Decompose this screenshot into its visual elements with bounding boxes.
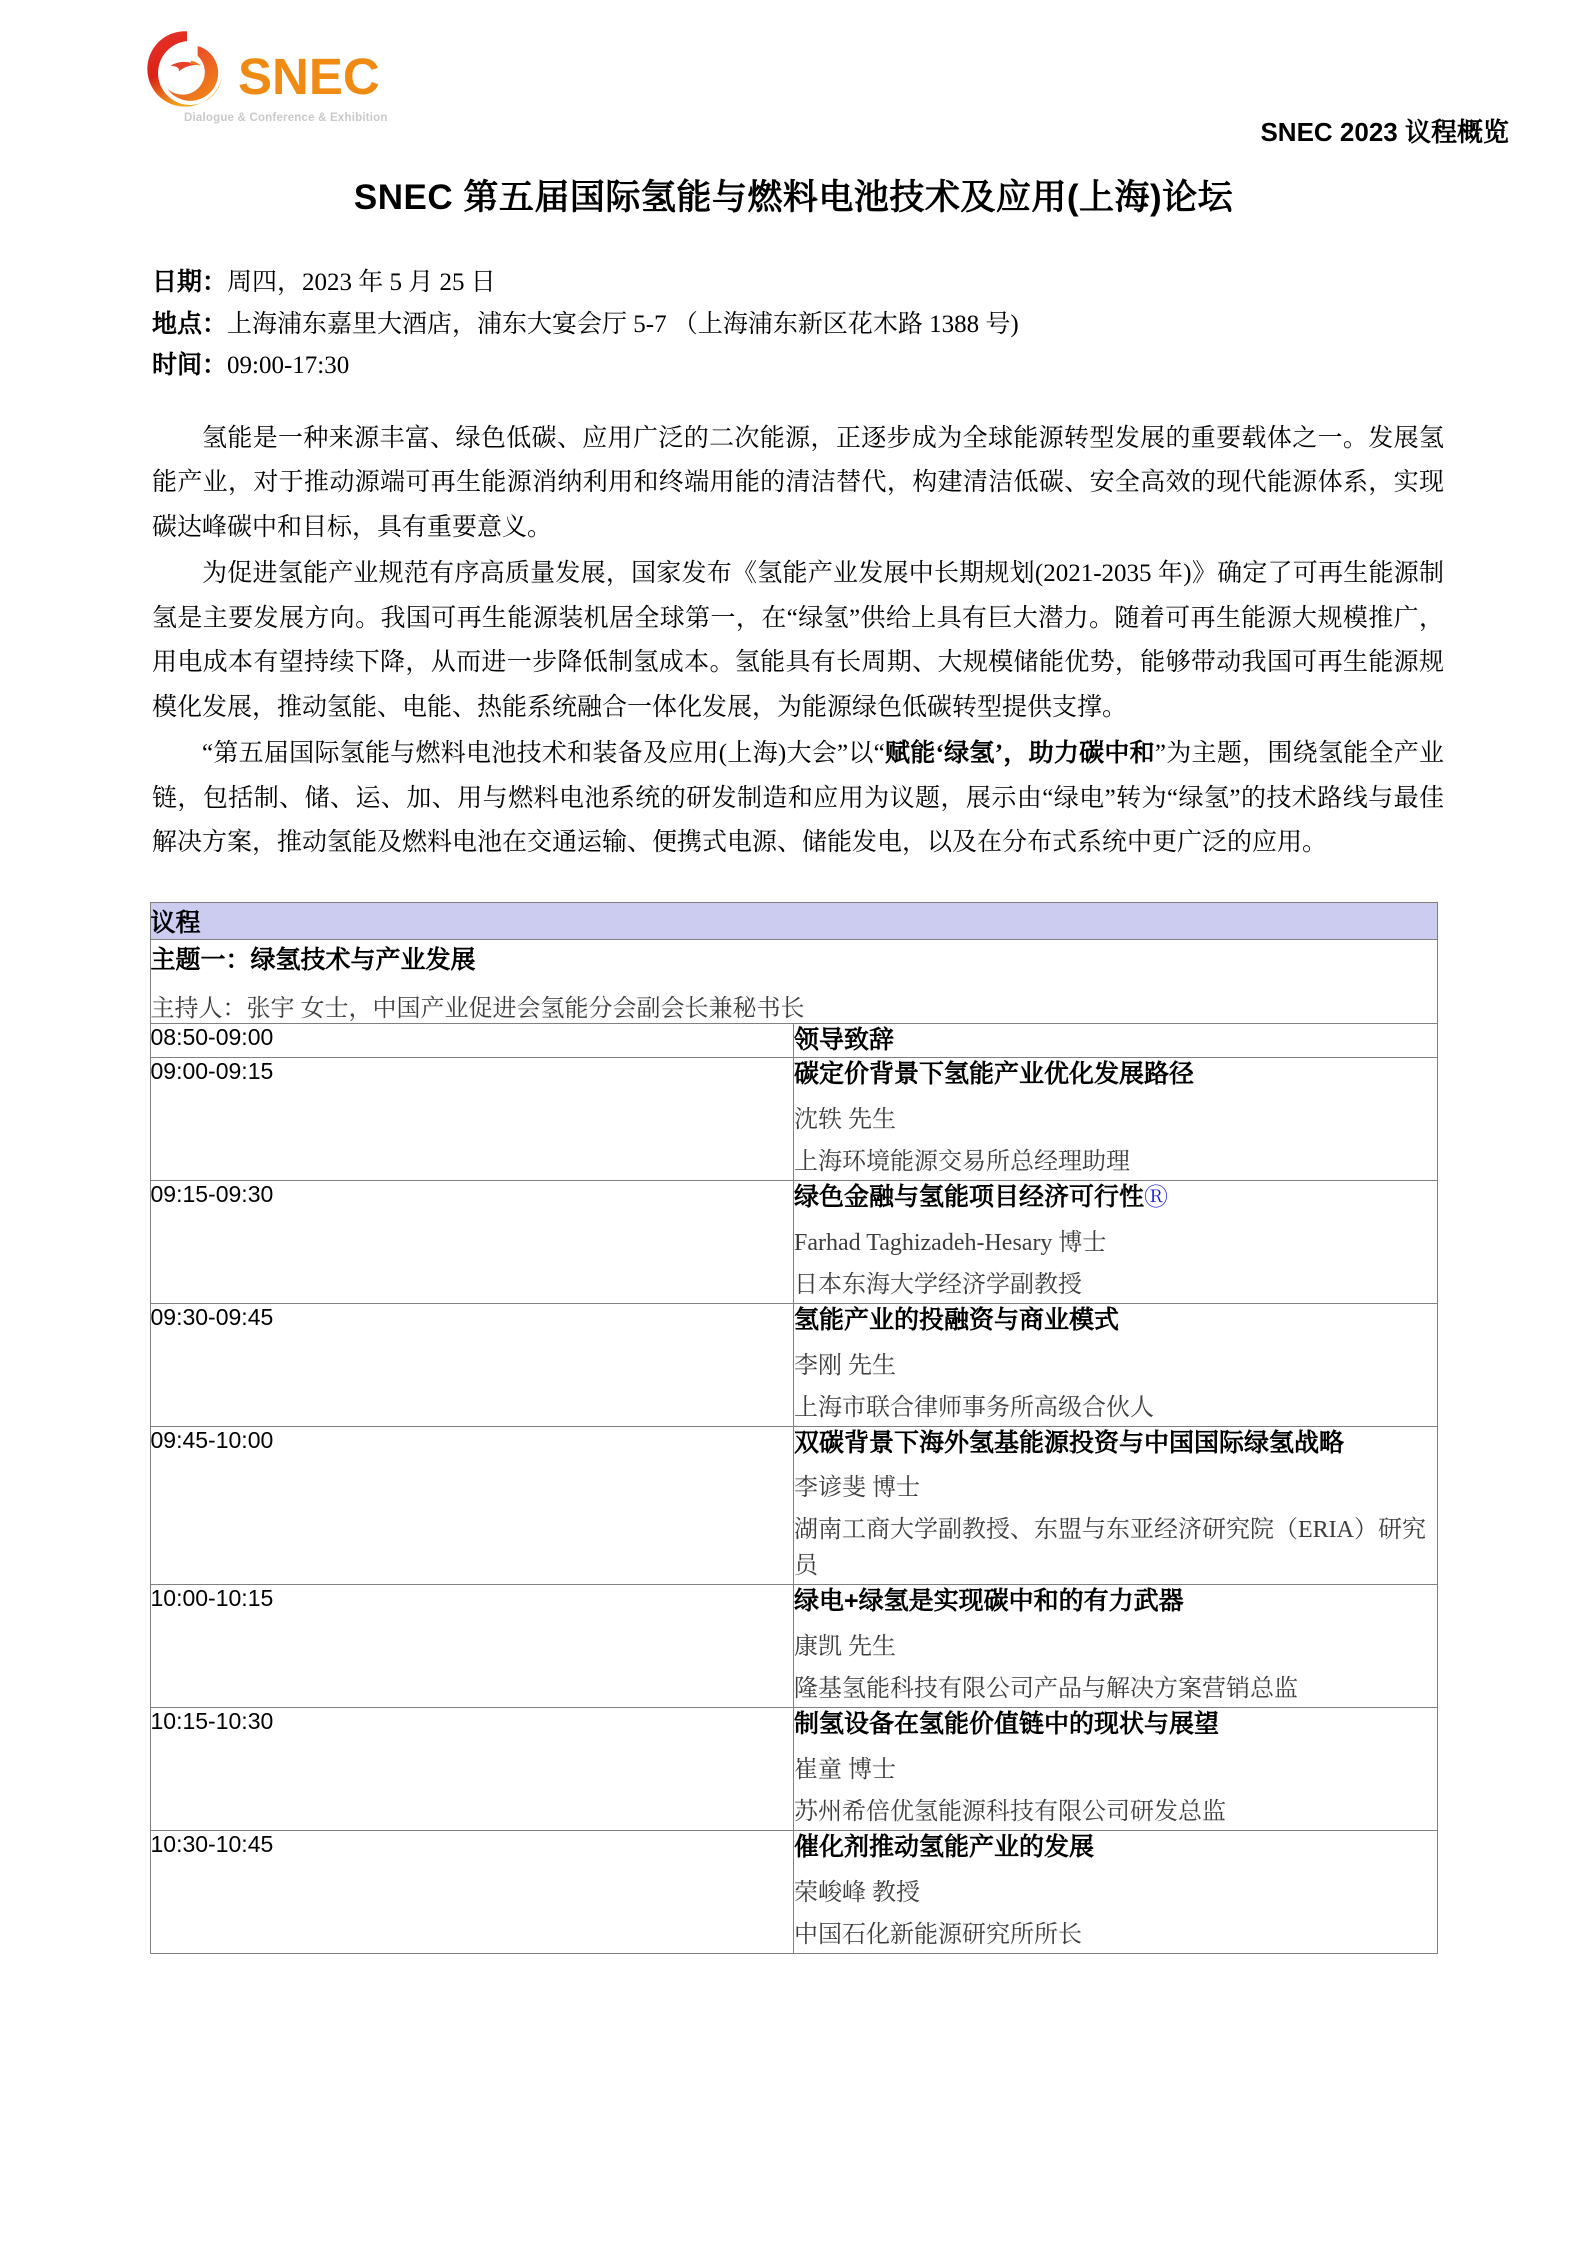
intro-paragraph-1: 氢能是一种来源丰富、绿色低碳、应用广泛的二次能源，正逐步成为全球能源转型发展的重要载体之一。发展氢能产业，对于推动源端可再生能源消纳利用和终端用能的清洁替代，构建清洁低碳、安全高效的现代能源体系，实现碳达峰碳中和目标，具有重要意义。 xyxy=(152,424,1444,541)
speaker-name: 崔童 博士 xyxy=(794,1756,896,1783)
registered-trademark-icon: Ⓡ xyxy=(1144,1184,1169,1211)
session-title-text: 双碳背景下海外氢基能源投资与中国国际绿氢战略 xyxy=(794,1428,1345,1457)
meta-venue-value: 上海浦东嘉里大酒店，浦东大宴会厅 5-7 （上海浦东新区花木路 1388 号) xyxy=(227,310,1019,338)
session-time: 10:15-10:30 xyxy=(150,1708,794,1831)
meta-venue-row xyxy=(152,304,1509,346)
session-details xyxy=(794,1585,1438,1708)
speaker-name: 李刚 先生 xyxy=(794,1352,896,1379)
session-time: 10:00-10:15 xyxy=(150,1585,794,1708)
snec-wordmark: SNEC xyxy=(238,47,380,105)
header-document-label: SNEC 2023 议程概览 xyxy=(1260,117,1509,147)
speaker-organization: 隆基氢能科技有限公司产品与解决方案营销总监 xyxy=(794,1676,1298,1702)
session-title xyxy=(794,1058,1437,1092)
session-details xyxy=(794,1058,1438,1181)
speaker-name: 康凯 先生 xyxy=(794,1634,896,1660)
agenda-header-label: 议程 xyxy=(150,902,1437,939)
speaker-organization: 上海市联合律师事务所高级合伙人 xyxy=(794,1394,1154,1421)
agenda-topic-cell xyxy=(150,939,1437,1023)
speaker-name: Farhad Taghizadeh-Hesary 博士 xyxy=(794,1229,1107,1256)
session-title xyxy=(794,1831,1437,1865)
agenda-topic-title: 主题一：绿氢技术与产业发展 xyxy=(150,945,476,974)
session-time: 08:50-09:00 xyxy=(150,1023,794,1058)
session-details xyxy=(794,1303,1438,1426)
session-time: 09:30-09:45 xyxy=(150,1303,794,1426)
snec-brand xyxy=(146,28,446,124)
session-title xyxy=(794,1708,1437,1742)
snec-swirl-logo-icon xyxy=(146,28,228,110)
speaker-organization: 湖南工商大学副教授、东盟与东亚经济研究院（ERIA）研究员 xyxy=(794,1517,1426,1580)
speaker-name: 李谚斐 博士 xyxy=(794,1475,920,1502)
meta-date-row xyxy=(152,262,1509,304)
session-time: 10:30-10:45 xyxy=(150,1830,794,1953)
session-title xyxy=(794,1585,1437,1619)
meta-time-row xyxy=(152,345,1509,387)
session-title-text: 碳定价背景下氢能产业优化发展路径 xyxy=(794,1060,1195,1089)
meta-time-value: 09:00-17:30 xyxy=(227,352,350,379)
speaker-organization: 苏州希倍优氢能源科技有限公司研发总监 xyxy=(794,1798,1226,1825)
table-row xyxy=(150,1708,1437,1831)
paragraph3-tail: ”为主题，围绕氢能全产业链，包括制、储、运、加、用与燃料电池系统的研发制造和应用为议题，展示由“绿电”转为“绿氢”的技术路线与最佳解决方案，推动氢能及燃料电池在交通运输、便携式电源、储能发电，以及在分布式系统中更广泛的应用。 xyxy=(152,740,1444,856)
session-time: 09:15-09:30 xyxy=(150,1181,794,1304)
session-title-text: 氢能产业的投融资与商业模式 xyxy=(794,1305,1120,1334)
session-title-text: 制氢设备在氢能价值链中的现状与展望 xyxy=(794,1710,1220,1738)
session-title-text: 领导致辞 xyxy=(794,1025,895,1054)
brand-row xyxy=(146,28,380,110)
table-row xyxy=(150,1058,1437,1181)
agenda-topic-host: 主持人：张宇 女士，中国产业促进会氢能分会副会长兼秘书长 xyxy=(150,995,805,1022)
session-title xyxy=(794,1024,1437,1058)
table-row xyxy=(150,1426,1437,1585)
session-details xyxy=(794,1426,1438,1585)
page-header xyxy=(0,0,1587,150)
session-title-text: 绿色金融与氢能项目经济可行性 xyxy=(794,1183,1145,1211)
table-row xyxy=(150,1303,1437,1426)
session-title-text: 催化剂推动氢能产业的发展 xyxy=(794,1832,1095,1861)
session-time: 09:00-09:15 xyxy=(150,1058,794,1181)
agenda-table xyxy=(150,902,1438,1954)
speaker-organization: 上海环境能源交易所总经理助理 xyxy=(794,1149,1130,1175)
session-details xyxy=(794,1830,1438,1953)
meta-time-label: 时间： xyxy=(152,351,228,379)
table-row xyxy=(150,1023,1437,1058)
intro-paragraph-2: 为促进氢能产业规范有序高质量发展，国家发布《氢能产业发展中长期规划(2021-2035 年)》确定了可再生能源制氢是主要发展方向。我国可再生能源装机居全球第一，在“绿氢”供给上具有巨大潜力。随着可再生能源大规模推广，用电成本有望持续下降，从而进一步降低制氢成本。氢能具有长周期、大规模储能优势，能够带动我国可再生能源规模化发展，推动氢能、电能、热能系统融合一体化发展，为能源绿色低碳转型提供支撑。 xyxy=(152,560,1444,721)
session-details xyxy=(794,1023,1438,1058)
speaker-name: 荣峻峰 教授 xyxy=(794,1879,920,1906)
event-meta xyxy=(0,262,1587,387)
session-details xyxy=(794,1181,1438,1304)
intro-paragraph-3 xyxy=(152,732,1444,866)
session-title xyxy=(794,1181,1437,1215)
paragraph3-lead: “第五届国际氢能与燃料电池技术和装备及应用(上海)大会”以“ xyxy=(202,740,885,767)
table-row xyxy=(150,1585,1437,1708)
table-row xyxy=(150,1830,1437,1953)
table-row xyxy=(150,1181,1437,1304)
snec-tagline: Dialogue & Conference & Exhibition xyxy=(184,112,388,124)
session-time: 09:45-10:00 xyxy=(150,1426,794,1585)
session-title xyxy=(794,1304,1437,1338)
intro-body xyxy=(0,417,1587,866)
speaker-name: 沈轶 先生 xyxy=(794,1107,896,1133)
speaker-organization: 日本东海大学经济学副教授 xyxy=(794,1271,1082,1298)
agenda-body xyxy=(150,902,1437,1953)
meta-date-label: 日期： xyxy=(152,268,228,296)
meta-date-value: 周四，2023 年 5 月 25 日 xyxy=(227,269,496,296)
paragraph3-theme: 赋能‘绿氢’，助力碳中和 xyxy=(884,740,1155,767)
speaker-organization: 中国石化新能源研究所所长 xyxy=(794,1921,1082,1948)
meta-venue-label: 地点： xyxy=(152,309,228,338)
session-title-text: 绿电+绿氢是实现碳中和的有力武器 xyxy=(794,1587,1184,1616)
session-title xyxy=(794,1427,1437,1461)
agenda-topic-row xyxy=(150,939,1437,1023)
agenda-header-row xyxy=(150,902,1437,939)
page-title: SNEC 第五届国际氢能与燃料电池技术及应用(上海)论坛 xyxy=(353,178,1234,217)
session-details xyxy=(794,1708,1438,1831)
